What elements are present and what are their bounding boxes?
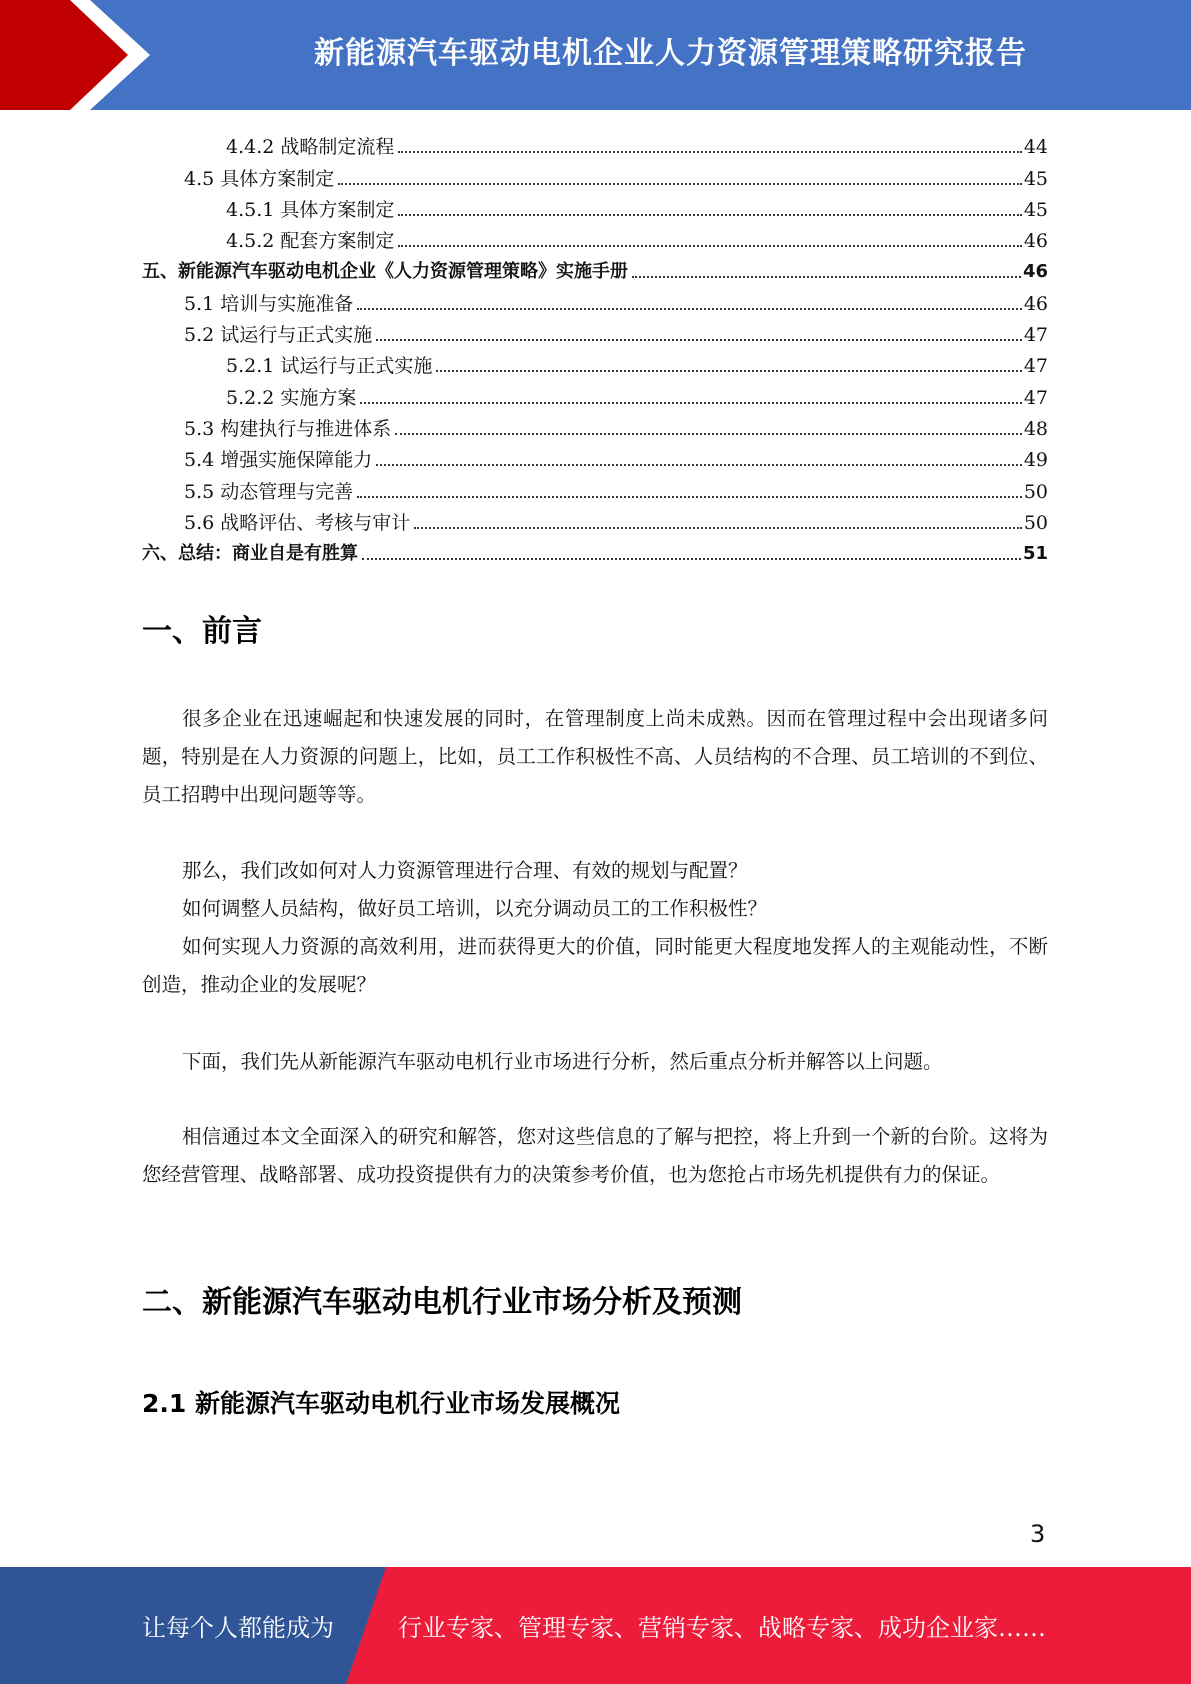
toc-leader-dots [398,151,1021,153]
toc-entry[interactable] [142,316,1048,347]
table-of-contents [142,128,1048,566]
toc-entry[interactable] [142,159,1048,190]
toc-entry[interactable] [142,378,1048,409]
toc-entry-label: 4.4.2 战略制定流程 [226,136,395,159]
paragraph: 那么，我们改如何对人力资源管理进行合理、有效的规划与配置？ [182,859,748,882]
paragraph: 如何实现人力资源的高效利用，进而获得更大的价值，同时能更大程度地发挥人的主观能动性，不断创造，推动企业的发展呢？ [142,935,1048,996]
toc-entry[interactable] [142,410,1048,441]
footer-slogan-left: 让每个人都能成为 [142,1614,334,1642]
toc-leader-dots [357,496,1022,498]
toc-entry-page: 45 [1023,198,1048,221]
toc-leader-dots [360,402,1021,404]
toc-entry-label: 4.5.2 配套方案制定 [226,230,395,253]
toc-leader-dots [395,433,1022,435]
toc-entry[interactable] [142,504,1048,535]
subsection-heading: 2.1 新能源汽车驱动电机行业市场发展概况 [142,1389,620,1418]
toc-entry-page: 51 [1022,543,1048,565]
toc-entry-page: 46 [1022,261,1048,283]
toc-entry-label: 5.3 构建执行与推进体系 [184,417,392,440]
toc-entry[interactable] [142,441,1048,472]
toc-entry-label: 五、新能源汽车驱动电机企业《人力资源管理策略》实施手册 [142,261,628,283]
toc-leader-dots [338,183,1022,185]
toc-entry[interactable] [142,472,1048,503]
toc-entry-label: 5.6 战略评估、考核与审计 [184,511,411,534]
toc-entry[interactable] [142,535,1048,566]
toc-entry[interactable] [142,347,1048,378]
page-footer [0,1567,1191,1684]
paragraph: 很多企业在迅速崛起和快速发展的同时，在管理制度上尚未成熟。因而在管理过程中会出现诸多问题，特别是在人力资源的问题上，比如，员工工作积极性不高、人员结构的不合理、员工培训的不到位、员工招聘中出现问题等等。 [142,707,1048,806]
toc-leader-dots [398,214,1021,216]
paragraph: 相信通过本文全面深入的研究和解答，您对这些信息的了解与把控，将上升到一个新的台阶。这将为您经营管理、战略部署、成功投资提供有力的决策参考价值，也为您抢占市场先机提供有力的保证。 [142,1125,1048,1186]
toc-entry-page: 47 [1023,355,1048,378]
toc-entry[interactable] [142,191,1048,222]
paragraph: 如何调整人员結构，做好员工培训，以充分调动员工的工作积极性？ [182,897,768,920]
toc-leader-dots [436,370,1021,372]
toc-leader-dots [632,276,1021,278]
toc-entry-page: 47 [1023,386,1048,409]
toc-entry-page: 47 [1023,324,1048,347]
toc-leader-dots [362,558,1021,560]
toc-leader-dots [414,527,1022,529]
toc-entry-page: 46 [1023,292,1048,315]
toc-entry-label: 5.4 增强实施保障能力 [184,449,373,472]
section-heading-preface: 一、前言 [142,614,262,649]
toc-entry-label: 5.2 试运行与正式实施 [184,324,373,347]
report-title: 新能源汽车驱动电机企业人力资源管理策略研究报告 [314,36,1027,71]
toc-entry-label: 5.2.2 实施方案 [226,386,357,409]
toc-entry[interactable] [142,222,1048,253]
header-arrow-decoration [0,0,160,110]
toc-entry-label: 5.2.1 试运行与正式实施 [226,355,433,378]
toc-entry-label: 4.5 具体方案制定 [184,167,335,190]
paragraph: 下面，我们先从新能源汽车驱动电机行业市场进行分析，然后重点分析并解答以上问题。 [182,1050,943,1073]
toc-entry-page: 49 [1023,449,1048,472]
toc-entry-page: 44 [1023,136,1048,159]
toc-leader-dots [398,245,1021,247]
toc-entry-page: 50 [1023,480,1048,503]
toc-entry-page: 46 [1023,230,1048,253]
toc-entry-label: 六、总结：商业自是有胜算 [142,543,358,565]
toc-entry[interactable] [142,284,1048,315]
toc-entry-label: 5.5 动态管理与完善 [184,480,354,503]
toc-entry-label: 5.1 培训与实施准备 [184,292,354,315]
page-header [0,0,1191,110]
toc-entry-page: 45 [1023,167,1048,190]
toc-leader-dots [357,308,1022,310]
toc-leader-dots [376,339,1022,341]
page-number: 3 [1030,1520,1046,1548]
toc-entry-page: 50 [1023,511,1048,534]
toc-entry-page: 48 [1023,417,1048,440]
toc-leader-dots [376,464,1022,466]
footer-slogan-right: 行业专家、管理专家、营销专家、战略专家、成功企业家…… [398,1614,1046,1642]
toc-entry[interactable] [142,253,1048,284]
toc-entry-label: 4.5.1 具体方案制定 [226,198,395,221]
toc-entry[interactable] [142,128,1048,159]
section-heading-market-analysis: 二、新能源汽车驱动电机行业市场分析及预测 [142,1285,742,1320]
